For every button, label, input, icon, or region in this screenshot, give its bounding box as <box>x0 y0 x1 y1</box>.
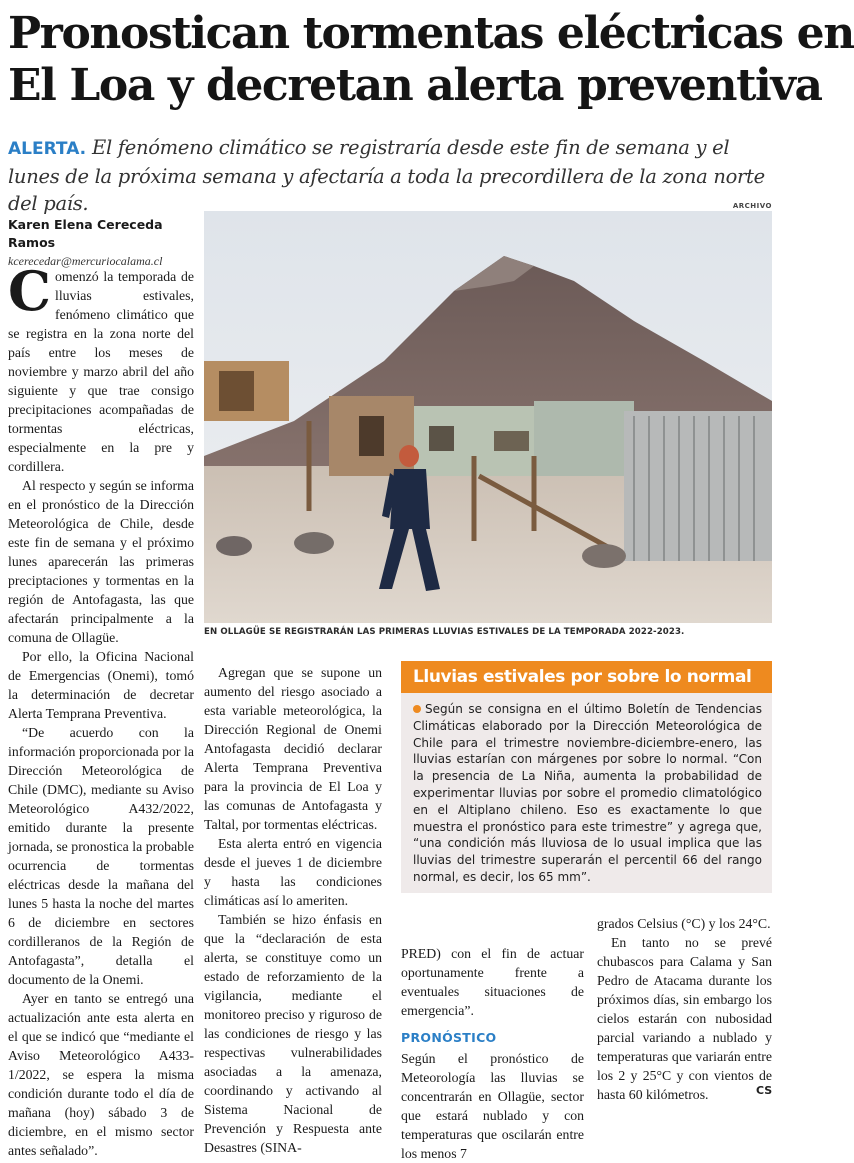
paragraph-10: Según el pronóstico de Meteorología las lluvias se concentrarán en Ollagüe, sector que estará nublado y con temperaturas que oscilarán entre los menos 7 <box>401 1051 584 1161</box>
sidebar-box-title: Lluvias estivales por sobre lo normal <box>401 661 772 693</box>
sidebar-box-body <box>401 693 772 886</box>
body-column-2 <box>204 663 382 1155</box>
headline <box>8 8 854 112</box>
deck <box>8 134 772 217</box>
paragraph-7: Esta alerta entró en vigencia desde el jueves 1 de diciembre y hasta las condiciones climáticas así lo ameriten. <box>204 836 382 908</box>
paragraph-4: “De acuerdo con la información proporcionada por la Dirección Meteorológica de Chile (DMC), mediante su Aviso Meteorológico A432/2022, emitido durante la presente jornada, se pronostica la probable ocurrencia de tormentas eléctricas desde la mañana del lunes 5 hasta la noche del martes 6 de diciembre en sectores cordilleranos de la Región de Antofagasta”, detalla el documento de la Onemi. <box>8 725 194 987</box>
author-email: kcerecedar@mercuriocalama.cl <box>8 254 163 268</box>
paragraph-2: Al respecto y según se informa en el pronóstico de la Dirección Meteorológica de Chile, desde este fin de semana y el próximo lunes aparecerán las primeras preciptaciones y tormentas en la región de Antofagasta, las que afectarán principalmente a la comuna de Ollagüe. <box>8 478 194 645</box>
bullet-icon <box>413 705 421 713</box>
body-column-3 <box>401 944 584 1161</box>
sidebar-box <box>401 661 772 893</box>
paragraph-6: Agregan que se supone un aumento del riesgo asociado a esta variable meteorológica, la Dirección Regional de Onemi Antofagasta decidió declarar Alerta Temprana Preventiva para la provincia de El Loa y las comunas de Antofagasta y Taltal, por tormentas eléctricas. <box>204 665 382 832</box>
deck-text: El fenómeno climático se registraría desde este fin de semana y el lunes de la próxima semana y afectaría a toda la precordillera de la zona norte del país. <box>8 136 765 215</box>
headline-line-1: Pronostican tormentas eléctricas en <box>8 8 854 59</box>
paragraph-5: Ayer en tanto se entregó una actualización ante esta alerta en el que se indicó que “mediante el Aviso Meteorológico A433-1/2022, se espera la misma condición durante todo el día de mañana (hoy) sábado 3 de diciembre, en el mismo sector antes señalado”. <box>8 991 194 1158</box>
sidebar-box-text: Según se consigna en el último Boletín de Tendencias Climáticas elaborado por la Dirección Meteorológica de Chile para el trimestre noviembre-diciembre-enero, las lluvias estarían con márgenes por sobre lo normal. “Con la presencia de La Niña, aumenta la probabilidad de experimentar lluvias por sobre el promedio climatológico en el Altiplano chileno. Eso es exactamente lo que muestra el pronóstico para este trimestre” y agrega que, “una condición más lluviosa de lo usual implica que las lluvias del trimestre superarán el percentil 66 del rango normal, es decir, los 65 mm”. <box>413 702 762 884</box>
photo-caption: EN OLLAGÜE SE REGISTRARÁN LAS PRIMERAS LLUVIAS ESTIVALES DE LA TEMPORADA 2022-2023. <box>204 627 685 637</box>
paragraph-9: PRED) con el fin de actuar oportunamente frente a eventuales situaciones de emergencia”. <box>401 946 584 1018</box>
photo-illustration <box>204 211 772 623</box>
headline-line-2: El Loa y decretan alerta preventiva <box>8 60 822 111</box>
paragraph-8: También se hizo énfasis en que la “declaración de esta alerta, se constituye como un estado de reforzamiento de la vigilancia, mediante el monitoreo preciso y riguroso de las condiciones de riesgo y las respectivas vulnerabilidades asociadas a la amenaza, coordinando y activando al Sistema Nacional de Prevención y Respuesta ante Desastres (SINA- <box>204 912 382 1155</box>
section-subhead: PRONÓSTICO <box>401 1030 497 1045</box>
dropcap: C <box>8 259 51 323</box>
author-name: Karen Elena Cereceda Ramos <box>8 217 163 250</box>
deck-kicker: ALERTA. <box>8 139 87 159</box>
photo-credit: ARCHIVO <box>732 202 772 210</box>
article-photo <box>204 211 772 623</box>
paragraph-12: En tanto no se prevé chubascos para Calama y San Pedro de Atacama durante los próximos días, sin embargo los cielos estarán con nubosidad parcial variando a nublado y temperaturas que variarán entre los 2 y 25°C y con vientos de hasta 60 kilómetros. <box>597 935 772 1102</box>
end-mark: CS <box>756 1084 773 1097</box>
paragraph-1-text: omenzó la temporada de lluvias estivales, fenómeno climático que se registra en la zona norte del país entre los meses de noviembre y marzo abril del año siguiente y que trae consigo precipitaciones acompañadas de tormentas eléctricas, especialmente en la pre y cordillera. <box>8 269 194 474</box>
paragraph-11: grados Celsius (°C) y los 24°C. <box>597 916 771 931</box>
paragraph-3: Por ello, la Oficina Nacional de Emergencias (Onemi), tomó la determinación de decretar Alerta Temprana Preventiva. <box>8 649 194 721</box>
